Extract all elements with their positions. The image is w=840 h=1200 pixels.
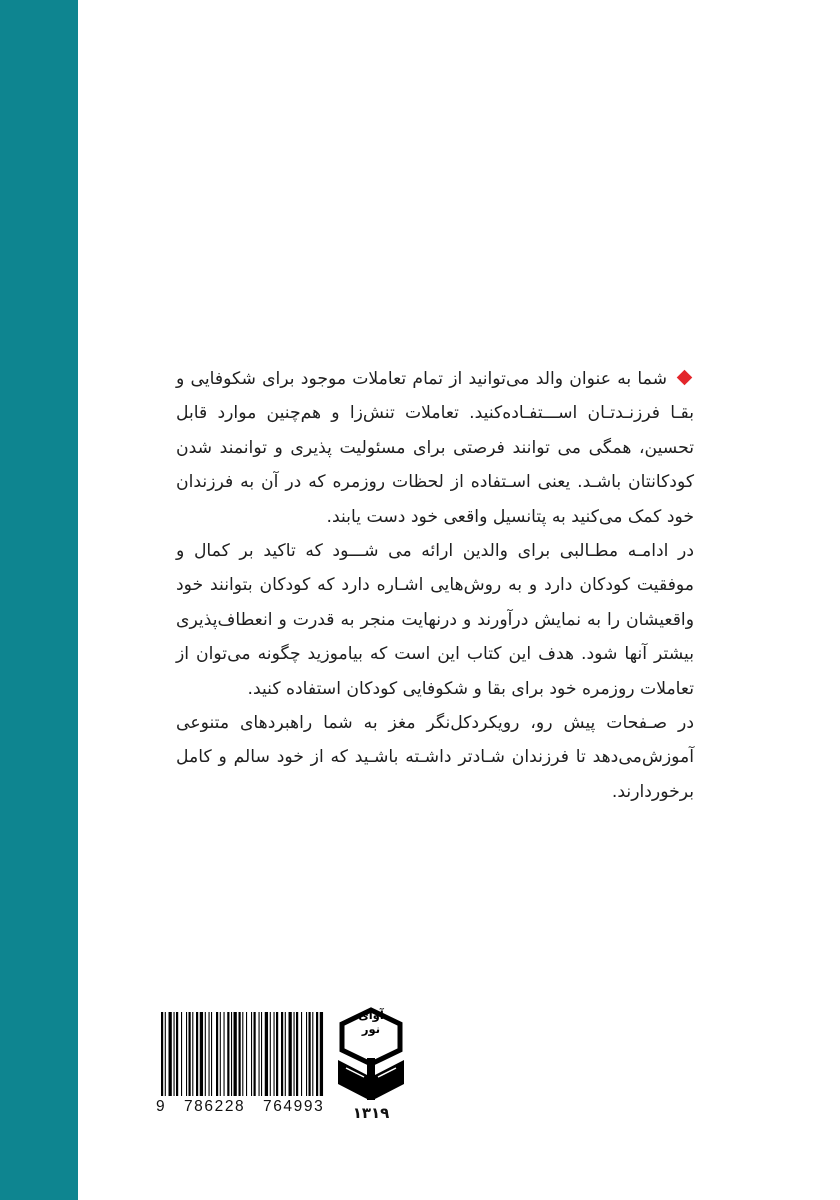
blurb-paragraph-2: در ادامـه مطـالبی برای والدین ارائه می شـــود که تاکید بر کمال و موفقیت کودکان دارد و به روش‌هایی اشـاره دارد که کودکان بتوانند خود واقعیشان را به نمایش درآورند و درنهایت منجر به قدرت و انعطاف‌پذیری بیشتر آنها شود. هدف این کتاب این است که بیاموزید چگونه می‌توان از تعاملات روزمره خود برای بقا و شکوفایی کودکان استفاده کنید.: [176, 541, 694, 699]
spine-band: [0, 0, 78, 1200]
isbn-number: 9 786228 764993: [156, 1098, 325, 1115]
publisher-number: ۱۳۱۹: [352, 1104, 390, 1122]
blurb-paragraph-1: [176, 362, 694, 534]
publisher-logo-text: [339, 1009, 403, 1036]
publisher-logo-line-2: نور: [361, 1021, 381, 1036]
blurb-paragraph-1-text: شما به عنوان والد می‌توانید از تمام تعاملات موجود برای شکوفایی و بقـا فرزنـدتـان اســـتفـاده‌کنید. تعاملات تنش‌زا و هم‌چنین موارد قابل تحسین، همگی می توانند فرصتی برای مسئولیت پذیری و توانمند شدن کودکانتان باشـد. یعنی اسـتفاده از لحظات روزمره که در آن به فرزندان خود کمک می‌کنید به پتانسیل واقعی خود دست یابند.: [176, 369, 694, 527]
red-diamond-bullet-icon: [677, 370, 693, 386]
back-cover-blurb: [176, 362, 694, 809]
blurb-paragraph-3: در صـفحات پیش رو، رویکردکل‌نگر مغز به شما راهبردهای متنوعی آموزش‌می‌دهد تا فرزندان شـادتر داشـته باشـید که از خود سالم و کامل برخوردارند.: [176, 713, 694, 802]
publisher-logo-line-1: آوای: [358, 1008, 384, 1022]
